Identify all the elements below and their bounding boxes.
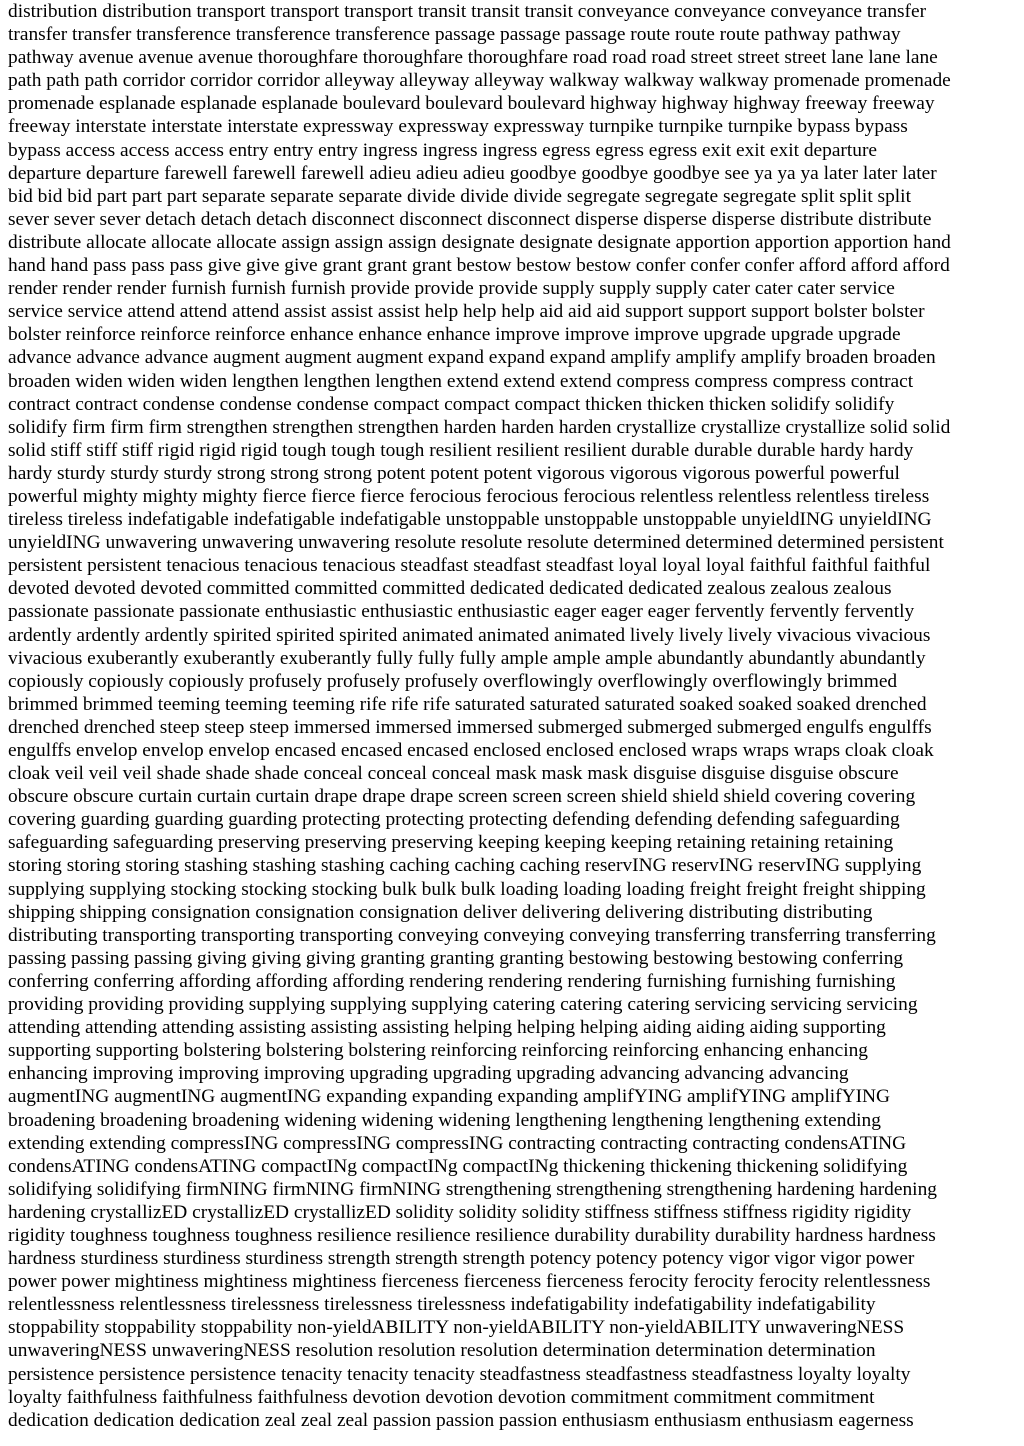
text-line: promenade esplanade esplanade esplanade boulevard boulevard boulevard highway highway highway freeway freeway (8, 93, 935, 115)
text-line: brimmed brimmed teeming teeming teeming rife rife rife saturated saturated saturated soaked soaked soaked drenched (8, 693, 927, 715)
text-line: dedication dedication dedication zeal zeal zeal passion passion passion enthusiasm enthusiasm enthusiasm eagerness (8, 1409, 914, 1431)
text-line: obscure obscure curtain curtain curtain drape drape drape screen screen screen shield shield shield covering covering (8, 786, 916, 808)
text-line: tireless tireless indefatigable indefatigable indefatigable unstoppable unstoppable unstoppable unyieldING unyieldING (8, 509, 932, 531)
text-line: contract contract condense condense condense compact compact compact thicken thicken thicken solidify solidify (8, 393, 895, 415)
text-line: stoppability stoppability stoppability non-yieldABILITY non-yieldABILITY non-yieldABILITY unwaveringNESS (8, 1317, 905, 1339)
text-line: attending attending attending assisting assisting assisting helping helping helping aiding aiding aiding supporting (8, 1017, 886, 1039)
text-line: passing passing passing giving giving giving granting granting granting bestowing bestowing bestowing conferring (8, 947, 904, 969)
text-line: transfer transfer transference transference transference passage passage passage route route route pathway pathway (8, 24, 901, 46)
text-line: cloak veil veil veil shade shade shade conceal conceal conceal mask mask mask disguise disguise disguise obscure (8, 763, 899, 785)
text-line: freeway interstate interstate interstate expressway expressway expressway turnpike turnpike turnpike bypass bypass (8, 116, 908, 138)
text-line: drenched drenched steep steep steep immersed immersed immersed submerged submerged submerged engulfs engulffs (8, 716, 932, 738)
text-line: relentlessness relentlessness tirelessness tirelessness tirelessness indefatigability indefatigability indefatigability (8, 1294, 876, 1316)
text-line: extending extending compressING compressING compressING contracting contracting contracting condensATING (8, 1132, 907, 1154)
text-line: safeguarding safeguarding preserving preserving preserving keeping keeping keeping retaining retaining retaining (8, 832, 894, 854)
text-line: bypass access access access entry entry entry ingress ingress ingress egress egress egress exit exit exit departure (8, 139, 878, 161)
text-line: unwaveringNESS unwaveringNESS resolution resolution resolution determination determination determination (8, 1340, 876, 1362)
text-line: hardness sturdiness sturdiness sturdiness strength strength strength potency potency potency vigor vigor vigor power (8, 1248, 915, 1270)
text-line: copiously copiously copiously profusely profusely profusely overflowingly overflowingly overflowingly brimmed (8, 670, 898, 692)
text-line: sever sever sever detach detach detach disconnect disconnect disconnect disperse disperse disperse distribute distribute (8, 208, 932, 230)
text-line: service service attend attend attend assist assist assist help help help aid aid aid support support support bolster bolster (8, 301, 925, 323)
text-line: path path path corridor corridor corridor alleyway alleyway alleyway walkway walkway walkway promenade promenade (8, 70, 951, 92)
text-line: ardently ardently ardently spirited spirited spirited animated animated animated lively lively lively vivacious vivacious (8, 624, 931, 646)
text-line: covering guarding guarding guarding protecting protecting protecting defending defending defending safeguarding (8, 809, 900, 831)
text-line: shipping shipping consignation consignation consignation deliver delivering delivering distributing distributing (8, 901, 873, 923)
text-line: pathway avenue avenue avenue thoroughfare thoroughfare thoroughfare road road road street street street lane lane lane (8, 47, 938, 69)
text-line: vivacious exuberantly exuberantly exuberantly fully fully fully ample ample ample abundantly abundantly abundantly (8, 647, 926, 669)
text-line: hardening crystallizED crystallizED crystallizED solidity solidity solidity stiffness stiffness stiffness rigidity rigidity (8, 1201, 912, 1223)
text-line: devoted devoted devoted committed committed committed dedicated dedicated dedicated zealous zealous zealous (8, 578, 892, 600)
text-line: enhancing improving improving improving upgrading upgrading upgrading advancing advancing advancing (8, 1063, 849, 1085)
text-line: advance advance advance augment augment augment expand expand expand amplify amplify amplify broaden broaden (8, 347, 936, 369)
text-line: condensATING condensATING compactINg compactINg compactINg thickening thickening thickening solidifying (8, 1155, 908, 1177)
text-line: unyieldING unwavering unwavering unwavering resolute resolute resolute determined determined determined persistent (8, 532, 944, 554)
text-line: broaden widen widen widen lengthen lengthen lengthen extend extend extend compress compress compress contract (8, 370, 914, 392)
text-line: hand hand pass pass pass give give give grant grant grant bestow bestow bestow confer confer confer afford afford afford (8, 255, 950, 277)
text-line: solid stiff stiff stiff rigid rigid rigid tough tough tough resilient resilient resilient durable durable durable hardy hardy (8, 439, 914, 461)
text-line: powerful mighty mighty mighty fierce fierce fierce ferocious ferocious ferocious relentless relentless relentless tireless (8, 485, 930, 507)
text-line: persistent persistent tenacious tenacious tenacious steadfast steadfast steadfast loyal loyal loyal faithful faithful faithful (8, 555, 931, 577)
text-line: distribution distribution transport transport transport transit transit transit conveyance conveyance conveyance transfer (8, 1, 927, 22)
text-line: rigidity toughness toughness toughness resilience resilience resilience durability durability durability hardness hardness (8, 1224, 936, 1246)
text-line: loyalty faithfulness faithfulness faithfulness devotion devotion devotion commitment commitment commitment (8, 1386, 875, 1408)
text-line: storing storing storing stashing stashing stashing caching caching caching reservING reservING reservING supplying (8, 855, 922, 877)
text-line: passionate passionate passionate enthusiastic enthusiastic enthusiastic eager eager eager fervently fervently fervently (8, 601, 915, 623)
text-line: render render render furnish furnish furnish provide provide provide supply supply supply cater cater cater service (8, 278, 895, 300)
text-line: engulffs envelop envelop envelop encased encased encased enclosed enclosed enclosed wraps wraps wraps cloak cloak (8, 740, 934, 761)
text-line: bid bid bid part part part separate separate separate divide divide divide segregate segregate segregate split split split (8, 185, 911, 207)
text-line: broadening broadening broadening widening widening widening lengthening lengthening lengthening extending (8, 1109, 881, 1131)
text-line: departure departure farewell farewell farewell adieu adieu adieu goodbye goodbye goodbye see ya ya ya later later later (8, 162, 937, 184)
text-line: providing providing providing supplying supplying supplying catering catering catering servicing servicing servicing (8, 994, 918, 1016)
text-line: conferring conferring affording affording affording rendering rendering rendering furnishing furnishing furnishing (8, 970, 896, 992)
text-line: solidify firm firm firm strengthen strengthen strengthen harden harden harden crystallize crystallize crystallize solid solid (8, 416, 951, 438)
text-line: hardy sturdy sturdy sturdy strong strong strong potent potent potent vigorous vigorous vigorous powerful powerful (8, 462, 900, 484)
text-line: supporting supporting bolstering bolstering bolstering reinforcing reinforcing reinforcing enhancing enhancing (8, 1040, 868, 1062)
body-text (8, 0, 1016, 1432)
text-line: distributing transporting transporting transporting conveying conveying conveying transferring transferring transferring (8, 924, 936, 946)
text-line: persistence persistence persistence tenacity tenacity tenacity steadfastness steadfastness steadfastness loyalty loyalty (8, 1363, 911, 1385)
text-line: supplying supplying stocking stocking stocking bulk bulk bulk loading loading loading freight freight freight shipping (8, 878, 926, 900)
text-line: power power mightiness mightiness mightiness fierceness fierceness fierceness ferocity ferocity ferocity relentlessness (8, 1271, 931, 1293)
text-line: bolster reinforce reinforce reinforce enhance enhance enhance improve improve improve upgrade upgrade upgrade (8, 324, 901, 346)
text-line: solidifying solidifying firmNING firmNING firmNING strengthening strengthening strengthening hardening hardening (8, 1178, 937, 1200)
text-line: distribute allocate allocate allocate assign assign assign designate designate designate apportion apportion apportion hand (8, 231, 951, 253)
text-line: augmentING augmentING augmentING expanding expanding expanding amplifYING amplifYING amplifYING (8, 1086, 891, 1108)
